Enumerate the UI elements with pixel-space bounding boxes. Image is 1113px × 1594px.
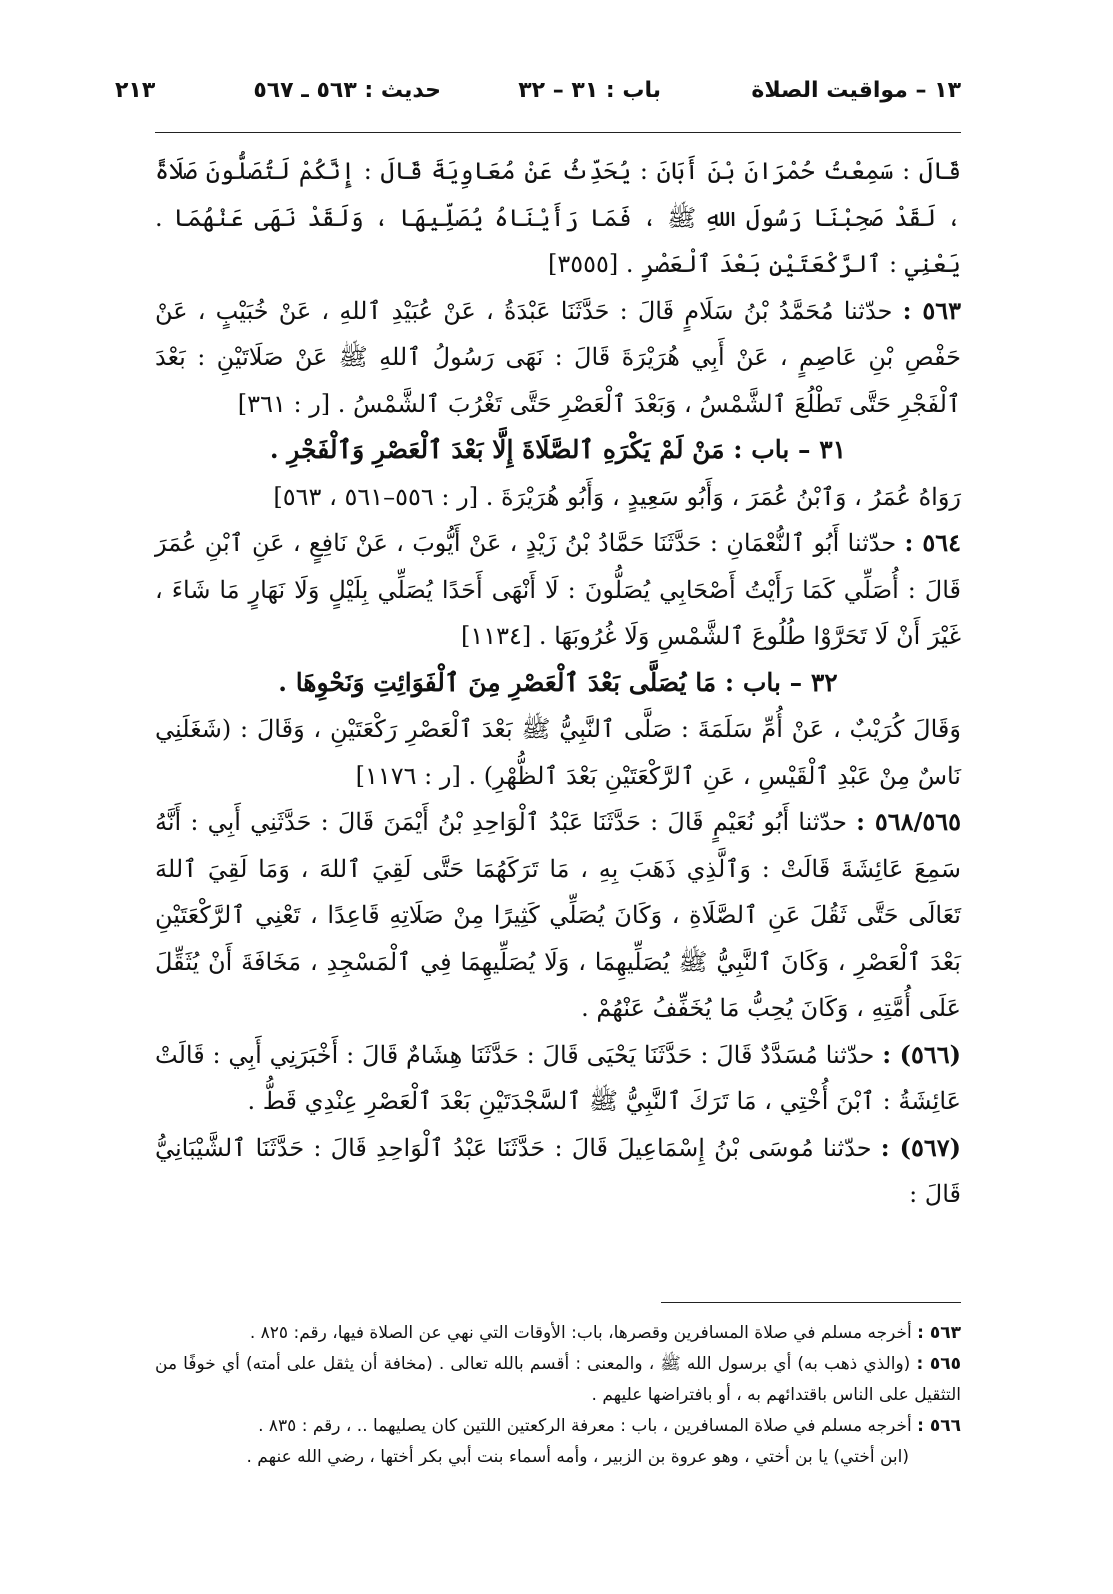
- main-text: [155, 148, 961, 1218]
- footnote-divider: [661, 1302, 961, 1303]
- footnote-565: [155, 1349, 961, 1411]
- header-chapter-title: ١٣ – مواقيت الصلاة: [751, 78, 961, 103]
- hadith-text: حدّثنا مُسَدَّدٌ قَالَ : حَدَّثَنَا يَحْيَى قَالَ : حَدَّثَنَا هِشَامٌ قَالَ : أَخْبَرَنِي أَبِي : قَالَتْ عَائِشَةُ : ٱبْنَ أُخْتِي ، مَا تَرَكَ ٱلنَّبِيُّ ﷺ ٱلسَّجْدَتَيْنِ بَعْدَ ٱلْعَصْرِ عِنْدِي قَطُّ .: [155, 1040, 961, 1115]
- footnote-563: [155, 1318, 961, 1349]
- hadith-567: [155, 1125, 961, 1218]
- hadith-text: حدّثنا أَبُو نُعَيْمٍ قَالَ : حَدَّثَنَا عَبْدُ ٱلْوَاحِدِ بْنُ أَيْمَنَ قَالَ : حَدَّثَنِي أَبِي : أَنَّهُ سَمِعَ عَائِشَةَ قَالَتْ : وَٱلَّذِي ذَهَبَ بِهِ ، مَا تَرَكَهُمَا حَتَّى لَقِيَ ٱللهَ ، وَمَا لَقِيَ ٱللهَ تَعَالَى حَتَّى ثَقُلَ عَنِ ٱلصَّلَاةِ ، وَكَانَ يُصَلِّي كَثِيرًا مِنْ صَلَاتِهِ قَاعِدًا ، تَعْنِي ٱلرَّكْعَتَيْنِ بَعْدَ ٱلْعَصْرِ ، وَكَانَ ٱلنَّبِيُّ ﷺ يُصَلِّيهِمَا ، وَلَا يُصَلِّيهِمَا فِي ٱلْمَسْجِدِ ، مَخَافَةَ أَنْ يُثَقِّلَ عَلَى أُمَّتِهِ ، وَكَانَ يُحِبُّ مَا يُخَفِّفُ عَنْهُمْ .: [155, 808, 961, 1022]
- page-number: ٢١٣: [115, 78, 156, 103]
- hadith-text: حدّثنا مُحَمَّدُ بْنُ سَلَامٍ قَالَ : حَدَّثَنَا عَبْدَةُ ، عَنْ عُبَيْدِ ٱللهِ ، عَنْ خُبَيْبٍ ، عَنْ حَفْصِ بْنِ عَاصِمٍ ، عَنْ أَبِي هُرَيْرَةَ قَالَ : نَهَى رَسُولُ ٱللهِ ﷺ عَنْ صَلَاتَيْنِ : بَعْدَ ٱلْفَجْرِ حَتَّى تَطْلُعَ ٱلشَّمْسُ ، وَبَعْدَ ٱلْعَصْرِ حَتَّى تَغْرُبَ ٱلشَّمْسُ . [ر : ٣٦١]: [155, 296, 961, 418]
- footnote-text: (والذي ذهب به) أي برسول الله ﷺ ، والمعنى : أقسم بالله تعالى . (مخافة أن يثقل على أمته) أي خوفًا من التثقيل على الناس باقتدائهم به ، أو بافتراضها عليهم .: [155, 1354, 961, 1405]
- footnote-566: [155, 1411, 961, 1442]
- chapter-heading-31: ٣١ – باب : مَنْ لَمْ يَكْرَهِ ٱلصَّلَاةَ إِلَّا بَعْدَ ٱلْعَصْرِ وَٱلْفَجْرِ .: [269, 435, 847, 464]
- footnote-number: ٥٦٦ :: [917, 1416, 961, 1436]
- paragraph-continuation: قَالَ : سَمِعْتُ حُمْرَانَ بْنَ أَبَانَ : يُحَدِّثُ عَنْ مُعَاوِيَةَ قَالَ : إِنَّكُمْ لَتُصَلُّونَ صَلَاةً ، لَقَدْ صَحِبْنَا رَسُولَ اللهِ ﷺ ، فَمَا رَأَيْنَاهُ يُصَلِّيهَا ، وَلَقَدْ نَهَى عَنْهُمَا . يَعْنِي : ٱلرَّكْعَتَيْنِ بَعْدَ ٱلْعَصْرِ . [٣٥٥٥]: [155, 157, 961, 278]
- hadith-number: ٥٦٨/٥٦٥ :: [856, 807, 961, 836]
- header-bab-range: باب : ٣١ – ٣٢: [518, 78, 661, 103]
- hadith-number: (٥٦٧) :: [880, 1132, 961, 1162]
- footnote-number: ٥٦٥ :: [916, 1354, 961, 1374]
- footnote-text: أخرجه مسلم في صلاة المسافرين وقصرها، باب: الأوقات التي نهي عن الصلاة فيها، رقم: ٨٢٥ .: [249, 1323, 912, 1343]
- footnote-text: أخرجه مسلم في صلاة المسافرين ، باب : معرفة الركعتين اللتين كان يصليهما .. ، رقم : ٨٣٥ .: [258, 1416, 912, 1436]
- hadith-565: [155, 799, 961, 1032]
- hadith-number: ٥٦٣ :: [902, 295, 961, 325]
- hadith-564: [155, 520, 961, 660]
- hadith-number: (٥٦٦) :: [882, 1039, 962, 1069]
- hadith-text: حدّثنا أَبُو ٱلنُّعْمَانِ : حَدَّثَنَا حَمَّادُ بْنُ زَيْدٍ ، عَنْ أَيُّوبَ ، عَنْ نَافِعٍ ، عَنِ ٱبْنِ عُمَرَ قَالَ : أُصَلِّي كَمَا رَأَيْتُ أَصْحَابِي يُصَلُّونَ : لَا أَنْهَى أَحَدًا يُصَلِّي بِلَيْلٍ وَلَا نَهَارٍ مَا شَاءَ ، غَيْرَ أَنْ لَا تَحَرَّوْا طُلُوعَ ٱلشَّمْسِ وَلَا غُرُوبَهَا . [١١٣٤]: [155, 529, 961, 650]
- footnote-566-continuation: (ابن أختي) يا بن أختي ، وهو عروة بن الزبير ، وأمه أسماء بنت أبي بكر أختها ، رضي الله عنهم .: [246, 1447, 909, 1467]
- hadith-text: حدّثنا مُوسَى بْنُ إِسْمَاعِيلَ قَالَ : حَدَّثَنَا عَبْدُ ٱلْوَاحِدِ قَالَ : حَدَّثَنَا ٱلشَّيْبَانِيُّ قَالَ :: [155, 1133, 961, 1208]
- paragraph-kurayb: وَقَالَ كُرَيْبٌ ، عَنْ أُمِّ سَلَمَةَ : صَلَّى ٱلنَّبِيُّ ﷺ بَعْدَ ٱلْعَصْرِ رَكْعَتَيْنِ ، وَقَالَ : (شَغَلَنِي نَاسٌ مِنْ عَبْدِ ٱلْقَيْسِ ، عَنِ ٱلرَّكْعَتَيْنِ بَعْدَ ٱلظُّهْرِ) . [ر : ١١٧٦]: [155, 715, 961, 790]
- header-divider: [155, 132, 961, 133]
- footnotes: [155, 1318, 961, 1473]
- hadith-number: ٥٦٤ :: [904, 528, 961, 557]
- chapter-heading-32: ٣٢ – باب : مَا يُصَلَّى بَعْدَ ٱلْعَصْرِ مِنَ ٱلْفَوَائِتِ وَنَحْوِهَا .: [278, 667, 838, 697]
- footnote-number: ٥٦٣ :: [917, 1323, 961, 1343]
- hadith-563: [155, 288, 961, 428]
- running-header: [115, 78, 961, 112]
- header-hadith-range: حديث : ٥٦٣ ـ ٥٦٧: [253, 78, 441, 103]
- paragraph-narrators: رَوَاهُ عُمَرُ ، وَٱبْنُ عُمَرَ ، وَأَبُو سَعِيدٍ ، وَأَبُو هُرَيْرَةَ . [ر : ٥٥٦–٥٦١ ، ٥٦٣]: [273, 482, 961, 511]
- hadith-566: [155, 1032, 961, 1125]
